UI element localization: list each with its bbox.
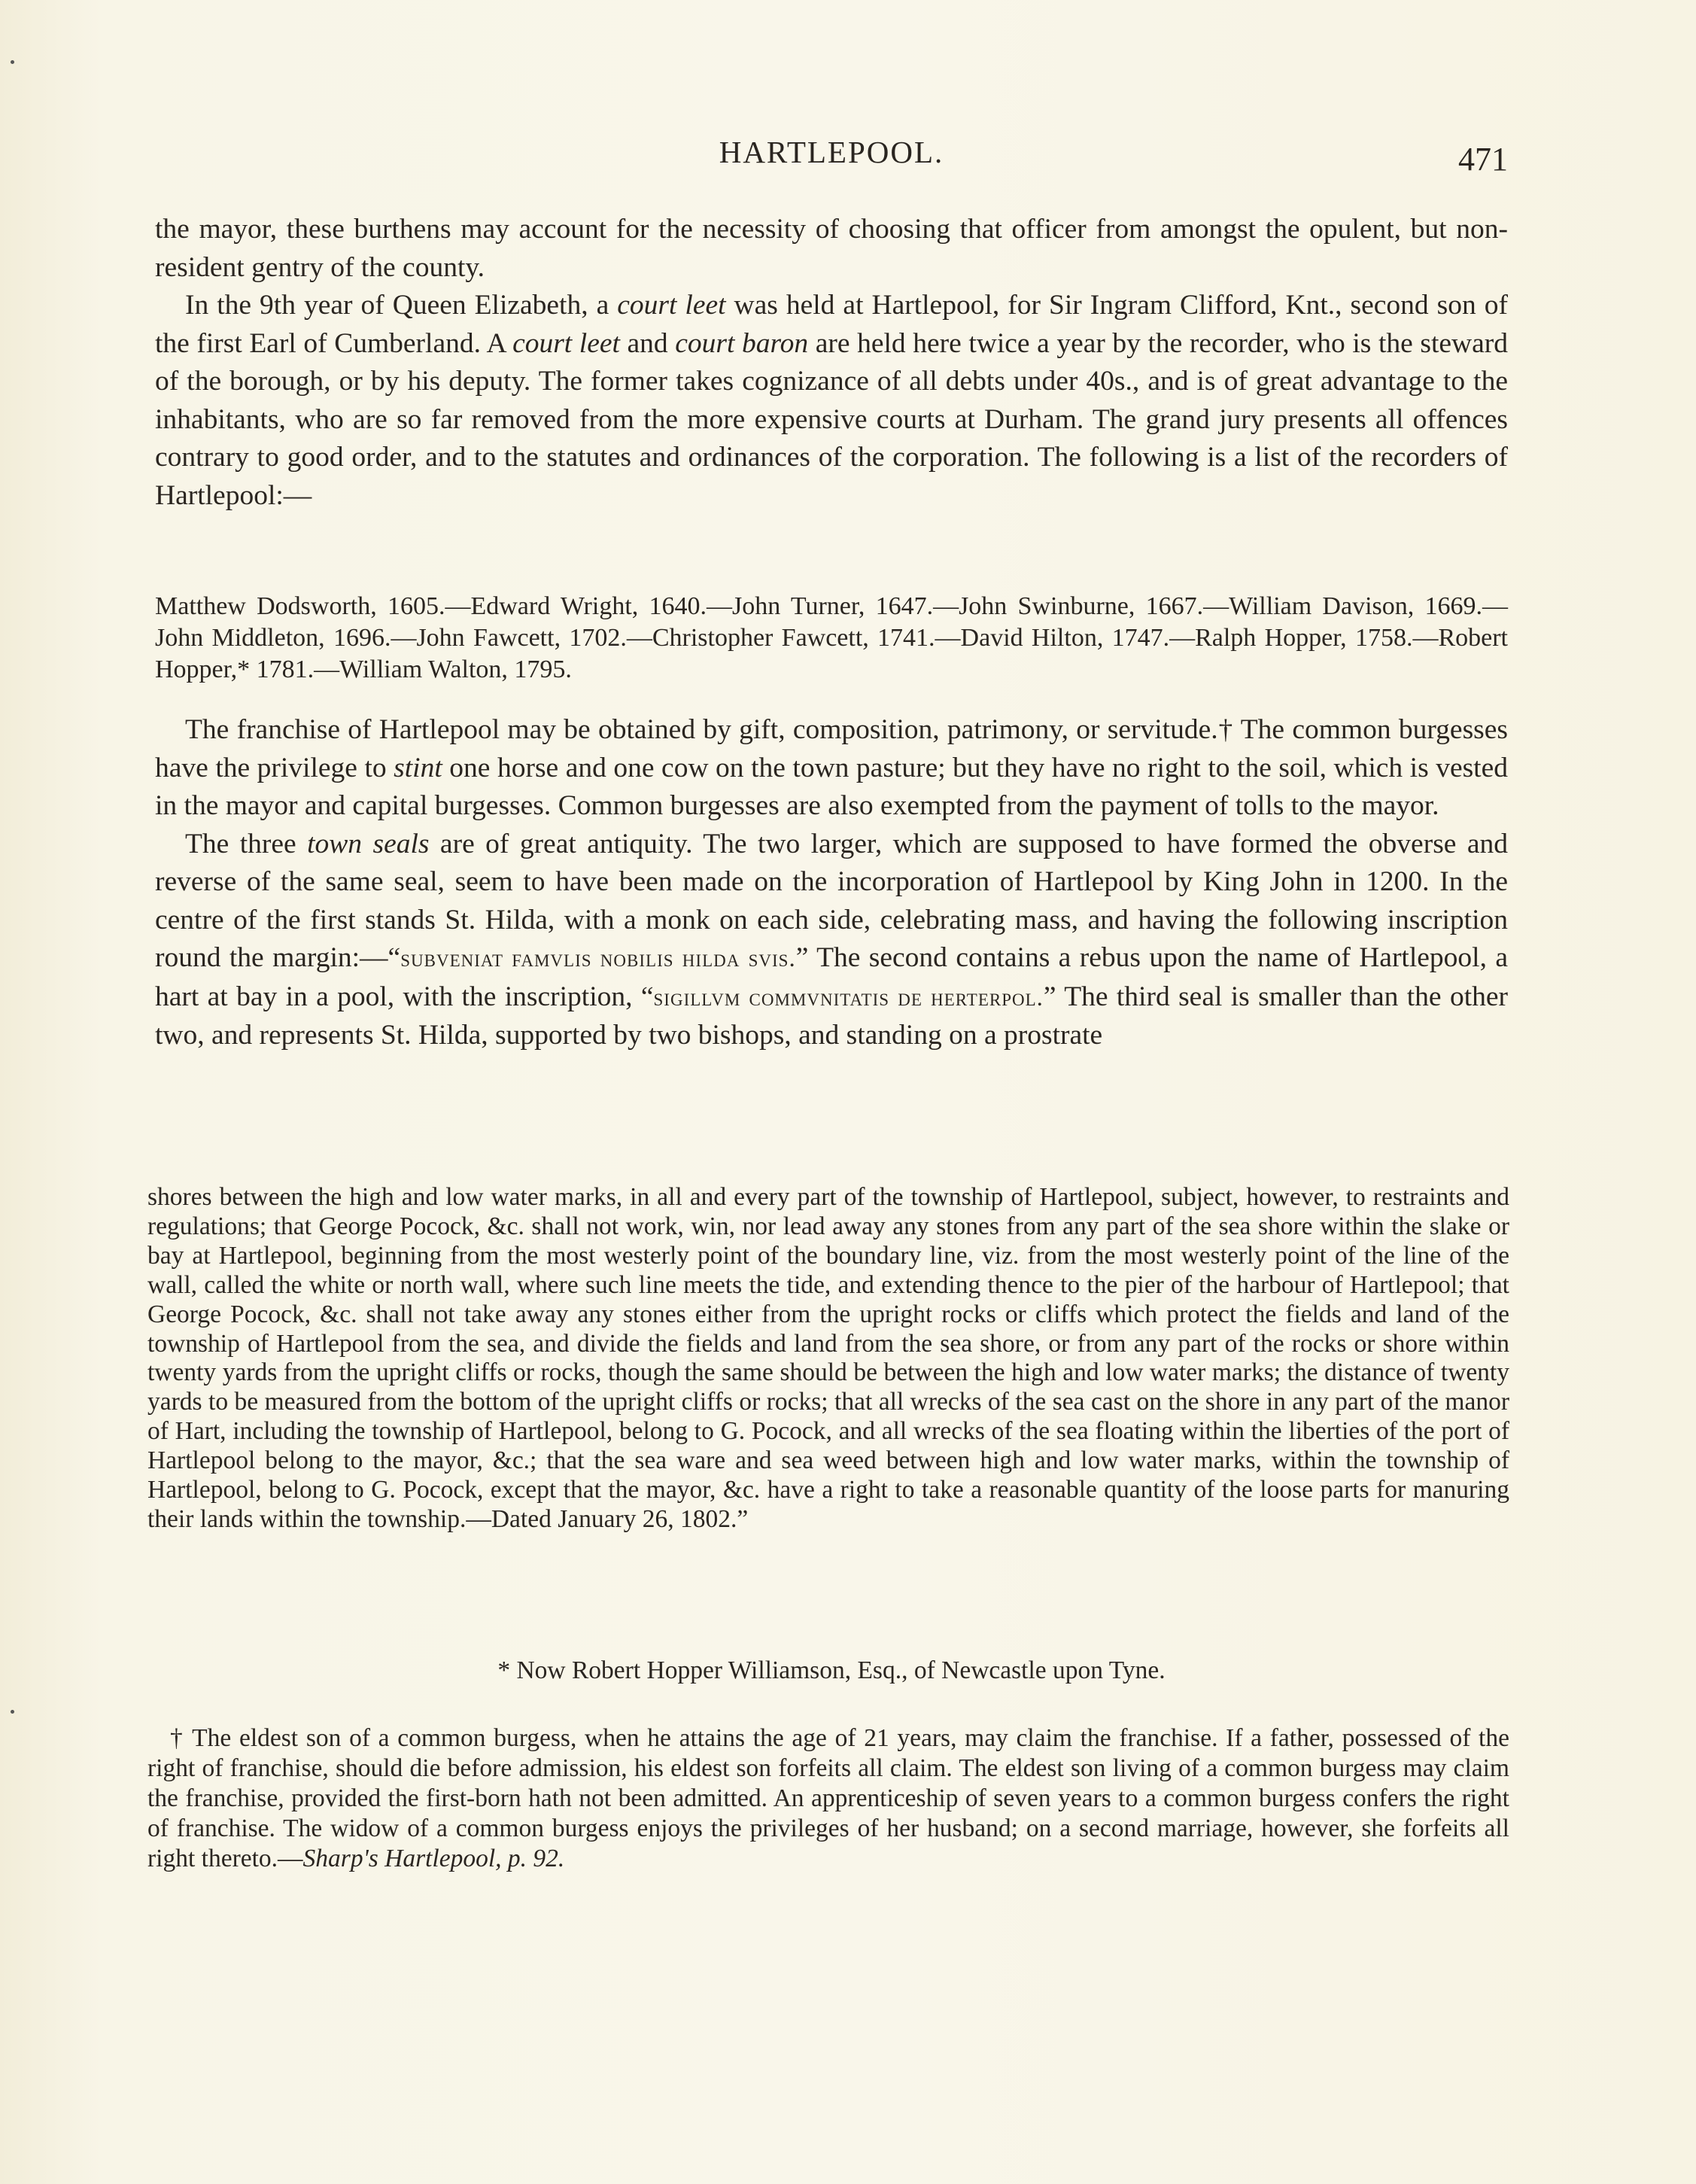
italic-term: court baron [675,327,809,359]
text-run: ” The second contains a rebus upon the name of Hartlepool, a hart at bay in a pool, with the inscription, “ [155,942,1508,1012]
footnote-dagger [147,1723,1509,1874]
main-text-upper [155,211,1508,515]
recorders-text: Matthew Dodsworth, 1605.—Edward Wright, 1640.—John Turner, 1647.—John Swinburne, 1667.—William Davison, 1669.—John Middleton, 1696.—John Fawcett, 1702.—Christopher Fawcett, 1741.—David Hilton, 1747.—Ralph Hopper, 1758.—Robert Hopper,* 1781.—William Walton, 1795. [155,592,1508,683]
footnote-dagger-text [147,1723,1509,1874]
text-run: † The eldest son of a common burgess, when he attains the age of 21 years, may claim the franchise. If a father, possessed of the right of franchise, should die before admission, his eldest son forfeits all claim. The eldest son living of a common burgess may claim the franchise, provided the first-born hath not been admitted. An apprenticeship of seven years to a common burgess confers the right of franchise. The widow of a common burgess enjoys the privileges of her husband; on a second marriage, however, she forfeits all right thereto.— [147,1724,1509,1872]
text-run: are of great antiquity. The two larger, which are supposed to have formed the obverse and reverse of the same seal, seem to have been made on the incorporation of Hartlepool by King John in 1200. In the centre of the first stands St. Hilda, with a monk on each side, celebrating mass, and having the following inscription round the margin:—“ [155,828,1509,973]
text-run: was held at Hartlepool, for Sir Ingram Clifford, Knt., second son of the first Earl of Cumberland. A [155,290,1509,359]
text-run: are held here twice a year by the recorder, who is the steward of the borough, or by his deputy. The former takes cognizance of all debts under 40s., and is of great advantage to the inhabitants, who are so far removed from the more expensive courts at Durham. The grand jury presents all offences contrary to good order, and to the statutes and ordinances of the corporation. The following is a list of the recorders of Hartlepool:— [155,327,1508,511]
text-run: The three [185,828,308,859]
paragraph-town-seals [155,826,1508,1055]
page-header [155,134,1508,182]
paragraph-court-leet [155,287,1508,515]
footnote-continued-text: shores between the high and low water marks, in all and every part of the township of Hartlepool, subject, however, to restraints and regulations; that George Pocock, &c. shall not work, win, nor lead away any stones from any part of the sea shore within the slake or bay at Hartlepool, beginning from the most westerly point of the boundary line, viz. from the most westerly point of the line of the wall, called the white or north wall, where such line meets the tide, and extending thence to the pier of the harbour of Hartlepool; that George Pocock, &c. shall not take away any stones either from the upright rocks or cliffs which protect the fields and land of the township of Hartlepool from the sea, and divide the fields and land from the sea shore, or from any part of the rocks or shore within twenty yards from the upright cliffs or rocks, though the same should be between the high and low water marks; the distance of twenty yards to be measured from the bottom of the upright cliffs or rocks; that all wrecks of the sea cast on the shore in any part of the manor of Hart, including the township of Hartlepool, belong to G. Pocock, and all wrecks of the sea floating within the liberties of the port of Hartlepool belong to the mayor, &c.; that the sea ware and sea weed between high and low water marks, within the township of Hartlepool, belong to G. Pocock, except that the mayor, &c. have a right to take a reasonable quantity of the loose parts for manuring their lands within the township.—Dated January 26, 1802.” [147,1183,1509,1533]
italic-term: court leet [617,290,726,321]
footnote-star: * Now Robert Hopper Williamson, Esq., of Newcastle upon Tyne. [497,1656,1166,1684]
text-run: and [619,327,676,359]
text-run: ” The third seal is smaller than the other two, and represents St. Hilda, supported by two bishops, and standing on a prostrate [155,981,1508,1051]
footnote-continued [147,1183,1509,1535]
italic-term: town seals [307,828,430,859]
text-run: one horse and one cow on the town pasture; but they have no right to the soil, which is vested in the mayor and capital burgesses. Common burgesses are also exempted from the payment of tolls to the mayor. [155,752,1508,821]
running-title: HARTLEPOOL. [719,135,944,169]
paragraph-franchise [155,711,1508,826]
italic-term: stint [394,752,442,783]
citation: Sharp's Hartlepool, p. 92. [302,1845,565,1872]
seal-inscription: sigillvm commvnitatis de herterpol. [653,984,1044,1011]
italic-term: court leet [512,327,620,359]
page-number: 471 [1458,141,1508,178]
recorders-list [155,591,1508,686]
main-text-lower [155,711,1508,1055]
text-run: The franchise of Hartlepool may be obtained by gift, composition, patrimony, or servitude.† The common burgesses have the privilege to [155,714,1508,783]
seal-inscription: subveniat famvlis nobilis hilda svis. [400,945,796,972]
margin-speck [11,1710,14,1714]
paragraph-mayor: the mayor, these burthens may account for the necessity of choosing that officer from amongst the opulent, but non-resident gentry of the county. [155,214,1508,283]
margin-speck [11,60,14,64]
text-run: In the 9th year of Queen Elizabeth, a [185,290,618,321]
